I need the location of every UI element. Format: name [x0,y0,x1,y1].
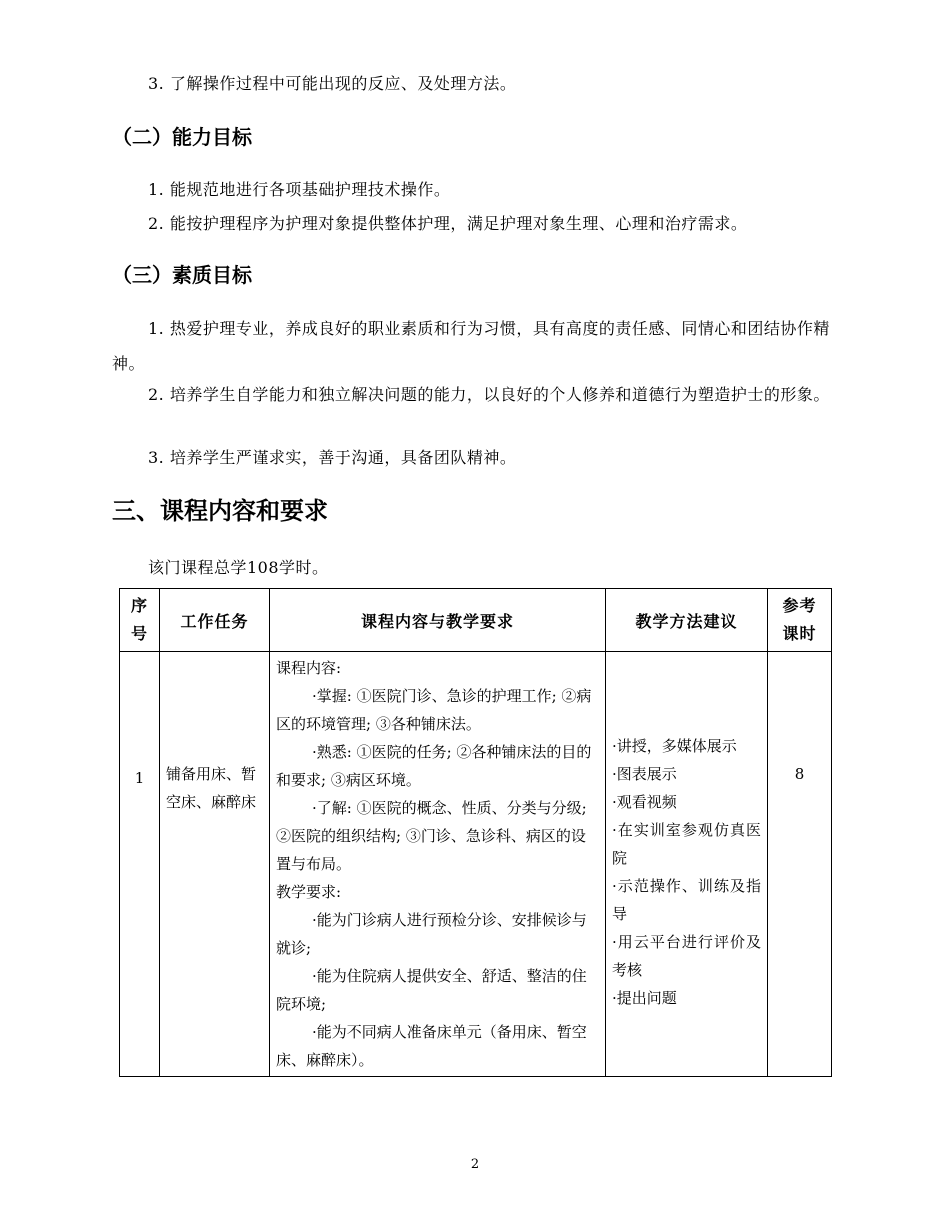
requirement-3: ·能为不同病人准备床单元（备用床、暂空床、麻醉床）。 [276,1023,587,1069]
quality-heading: （三）素质目标 [112,263,252,287]
table-header-row [120,589,832,652]
header-hours-line-1: 参考 [782,596,817,615]
section-heading: 三、课程内容和要求 [112,497,328,525]
row-task: 铺备用床、暂空床、麻醉床 [160,652,270,1077]
section-intro: 该门课程总学108学时。 [148,558,329,577]
knowledge-item-3: 3. 了解操作过程中可能出现的反应、及处理方法。 [148,74,517,93]
header-content: 课程内容与教学要求 [270,589,606,652]
header-number [120,589,160,652]
quality-item-1: 1. 热爱护理专业，养成良好的职业素质和行为习惯，具有高度的责任感、同情心和团结协作精神。 [112,319,830,373]
ability-heading: （二）能力目标 [112,125,252,149]
header-task: 工作任务 [160,589,270,652]
method-item: ·讲授，多媒体展示 [612,737,737,755]
row-hours: 8 [768,652,832,1077]
content-label: 课程内容: [276,659,342,677]
content-understand: ·了解: ①医院的概念、性质、分类与分级; ②医院的组织结构; ③门诊、急诊科、病区的设置与布局。 [276,799,587,873]
row-number: 1 [120,652,160,1077]
header-hours [768,589,832,652]
content-familiar: ·熟悉: ①医院的任务; ②各种铺床法的目的和要求; ③病区环境。 [276,743,592,789]
method-item: ·图表展示 [612,765,677,783]
header-number-line-1: 序 [130,596,148,615]
page-number: 2 [470,1157,480,1172]
method-item: ·提出问题 [612,989,677,1007]
course-table [119,588,832,1077]
content-master: ·掌握: ①医院门诊、急诊的护理工作; ②病区的环境管理; ③各种铺床法。 [276,687,592,733]
method-item: ·示范操作、训练及指导 [612,877,761,923]
method-item: ·在实训室参观仿真医院 [612,821,761,867]
header-hours-line-2: 课时 [782,624,817,643]
row-content [270,652,606,1077]
ability-item-1: 1. 能规范地进行各项基础护理技术操作。 [148,180,451,199]
quality-item-3: 3. 培养学生严谨求实，善于沟通，具备团队精神。 [148,448,517,467]
method-item: ·观看视频 [612,793,677,811]
requirement-label: 教学要求: [276,883,342,901]
ability-item-2: 2. 能按护理程序为护理对象提供整体护理，满足护理对象生理、心理和治疗需求。 [148,214,748,233]
method-item: ·用云平台进行评价及考核 [612,933,761,979]
header-method: 教学方法建议 [606,589,768,652]
requirement-1: ·能为门诊病人进行预检分诊、安排候诊与就诊; [276,911,587,957]
row-methods [606,652,768,1077]
quality-item-2: 2. 培养学生自学能力和独立解决问题的能力，以良好的个人修养和道德行为塑造护士的形象。 [148,385,830,404]
requirement-2: ·能为住院病人提供安全、舒适、整洁的住院环境; [276,967,587,1013]
header-number-line-2: 号 [130,624,148,643]
table-row [120,652,832,1077]
